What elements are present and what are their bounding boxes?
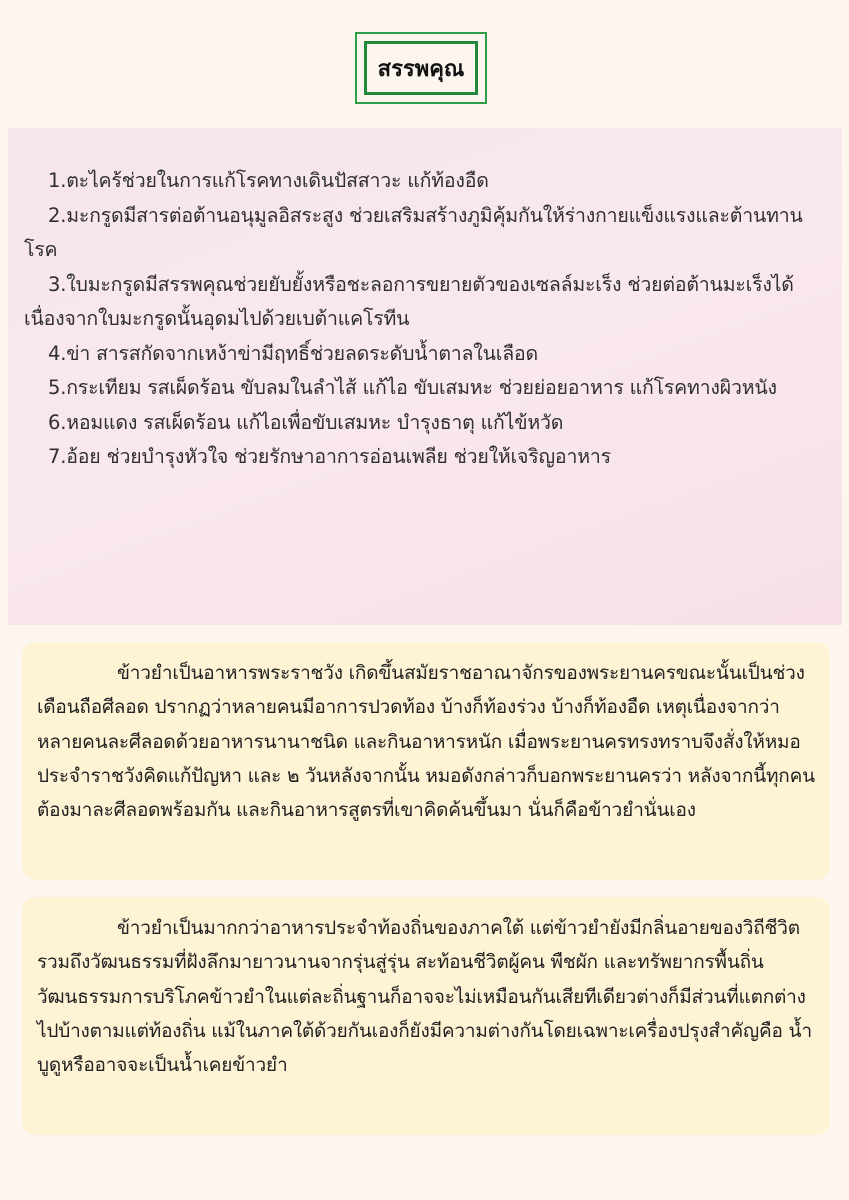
culture-paragraph: ข้าวยำเป็นมากกว่าอาหารประจำท้องถิ่นของภาคใต้ แต่ข้าวยำยังมีกลิ่นอายของวิถีชีวิตรวมถึงวัฒนธรรมที่ฝังลึกมายาวนานจากรุ่นสู่รุ่น สะท้อนชีวิตผู้คน พืชผัก และทรัพยากรพื้นถิ่น วัฒนธรรมการบริโภคข้าวยำในแต่ละถิ่นฐานก็อาจจะไม่เหมือนกันเสียทีเดียวต่างก็มีส่วนที่แตกต่างไปบ้างตามแต่ท้องถิ่น แม้ในภาคใต้ด้วยกันเองก็ยังมีความต่างกันโดยเฉพาะเครื่องปรุงสำคัญคือ น้ำบูดูหรืออาจจะเป็นน้ำเคยข้าวยำ <box>37 917 812 1077</box>
history-panel <box>22 642 830 880</box>
benefit-item-6: 6.หอมแดง รสเผ็ดร้อน แก้ไอเพื่อขับเสมหะ บำรุงธาตุ แก้ไข้หวัด <box>48 410 564 434</box>
benefit-item-4: 4.ข่า สารสกัดจากเหง้าข่ามีฤทธิ์ช่วยลดระดับน้ำตาลในเลือด <box>48 341 538 365</box>
benefit-item-5: 5.กระเทียม รสเผ็ดร้อน ขับลมในลำไส้ แก้ไอ ขับเสมหะ ช่วยย่อยอาหาร แก้โรคทางผิวหนัง <box>48 376 777 399</box>
title-frame <box>355 32 487 104</box>
benefit-item-3: 3.ใบมะกรูดมีสรรพคุณช่วยยับยั้งหรือชะลอการขยายตัวของเซลล์มะเร็ง ช่วยต่อต้านมะเร็งได้ เนื่องจากใบมะกรูดนั้นอุดมไปด้วยเบต้าแคโรทีน <box>24 272 794 330</box>
benefit-item-1: 1.ตะไคร้ช่วยในการแก้โรคทางเดินปัสสาวะ แก้ท้องอืด <box>48 169 489 192</box>
benefit-item-7: 7.อ้อย ช่วยบำรุงหัวใจ ช่วยรักษาอาการอ่อนเพลีย ช่วยให้เจริญอาหาร <box>48 445 611 468</box>
culture-panel <box>22 897 830 1135</box>
history-paragraph: ข้าวยำเป็นอาหารพระราชวัง เกิดขึ้นสมัยราชอาณาจักรของพระยานครขณะนั้นเป็นช่วงเดือนถือศีลอด ปรากฏว่าหลายคนมีอาการปวดท้อง บ้างก็ท้องร่วง บ้างก็ท้องอืด เหตุเนื่องจากว่าหลายคนละศีลอดด้วยอาหารนานาชนิด และกินอาหารหนัก เมื่อพระยานครทรงทราบจึงสั่งให้หมอประจำราชวังคิดแก้ปัญหา และ ๒ วันหลังจากนั้น หมอดังกล่าวก็บอกพระยานครว่า หลังจากนี้ทุกคนต้องมาละศีลอดพร้อมกัน และกินอาหารสูตรที่เขาคิดค้นขึ้นมา นั่นก็คือข้าวยำนั่นเอง <box>37 662 815 822</box>
page-title: สรรพคุณ <box>364 41 478 95</box>
benefits-panel <box>8 128 842 625</box>
benefit-item-2: 2.มะกรูดมีสารต่อต้านอนุมูลอิสระสูง ช่วยเสริมสร้างภูมิคุ้มกันให้ร่างกายแข็งแรงและต้านทานโรค <box>24 203 803 261</box>
